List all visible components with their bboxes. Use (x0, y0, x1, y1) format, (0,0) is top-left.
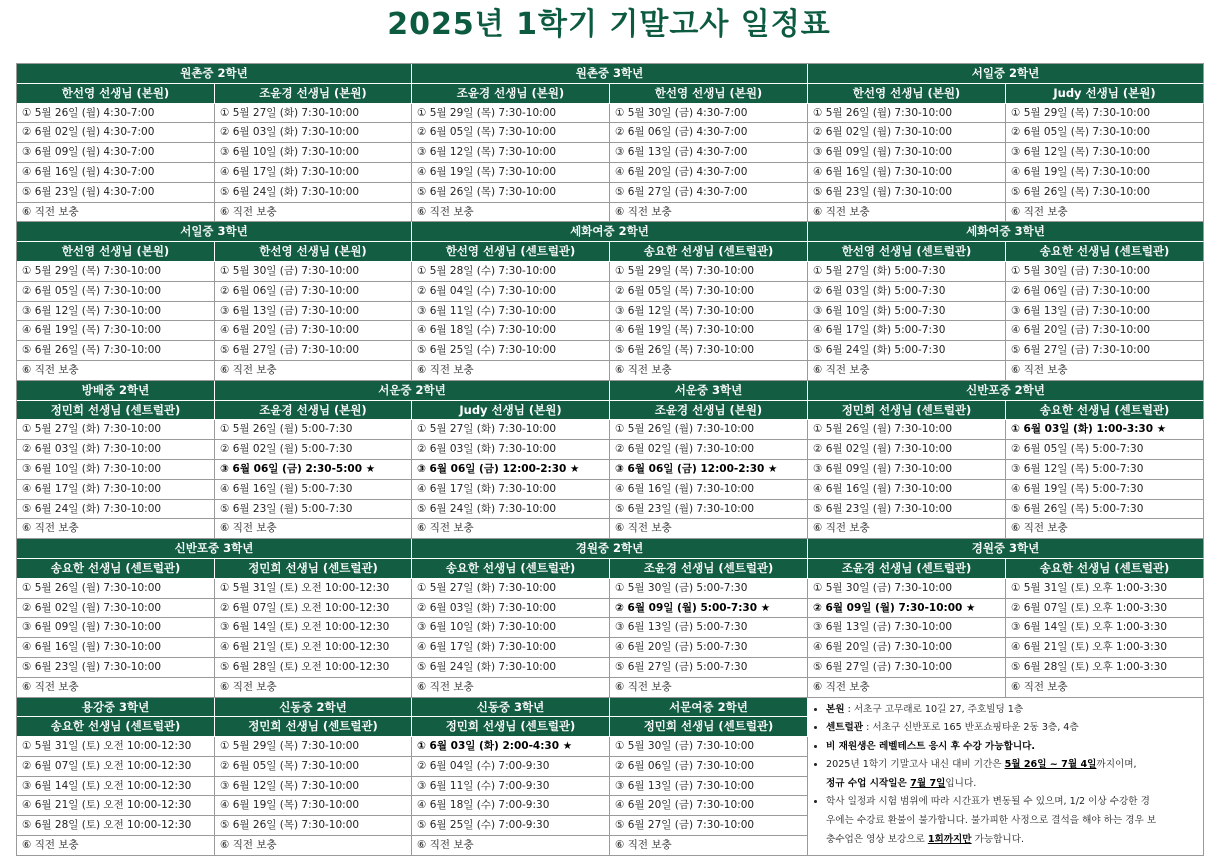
session-cell: ④ 6월 19일 (목) 7:30-10:00 (215, 796, 412, 816)
session-cell: ① 5월 27일 (화) 5:00-7:30 (808, 262, 1006, 282)
session-cell: ① 5월 30일 (금) 5:00-7:30 (610, 579, 808, 599)
session-cell: ④ 6월 17일 (화) 7:30-10:00 (215, 163, 412, 183)
session-cell: ⑤ 6월 27일 (금) 7:30-10:00 (610, 816, 808, 836)
makeup-session-cell: ⑥ 직전 보충 (808, 519, 1006, 539)
session-cell: ⑤ 6월 27일 (금) 7:30-10:00 (1006, 341, 1204, 361)
session-cell: ④ 6월 21일 (토) 오후 1:00-3:30 (1006, 638, 1204, 658)
school-grade-header: 서운중 3학년 (610, 381, 808, 401)
session-cell: ④ 6월 16일 (월) 7:30-10:00 (17, 638, 215, 658)
session-cell: ② 6월 05일 (목) 7:30-10:00 (17, 282, 215, 302)
session-cell: ④ 6월 19일 (목) 5:00-7:30 (1006, 480, 1204, 500)
session-cell: ② 6월 02일 (월) 7:30-10:00 (17, 599, 215, 619)
teacher-header: 정민희 선생님 (센트럴관) (215, 717, 412, 737)
session-cell: ③ 6월 14일 (토) 오전 10:00-12:30 (17, 777, 215, 797)
session-cell: ④ 6월 19일 (목) 7:30-10:00 (610, 321, 808, 341)
teacher-header: Judy 선생님 (본원) (412, 401, 610, 421)
session-cell: ④ 6월 20일 (금) 7:30-10:00 (215, 321, 412, 341)
session-cell: ③ 6월 12일 (목) 7:30-10:00 (610, 302, 808, 322)
session-cell: ① 5월 30일 (금) 7:30-10:00 (610, 737, 808, 757)
school-grade-header: 방배중 2학년 (17, 381, 215, 401)
teacher-header: 조윤경 선생님 (센트럴관) (808, 559, 1006, 579)
session-cell: ⑤ 6월 24일 (화) 7:30-10:00 (17, 500, 215, 520)
session-cell: ④ 6월 19일 (목) 7:30-10:00 (1006, 163, 1204, 183)
session-cell: ① 5월 29일 (목) 7:30-10:00 (412, 104, 610, 124)
school-grade-header: 세화여중 2학년 (412, 222, 808, 242)
session-cell: ④ 6월 16일 (월) 5:00-7:30 (215, 480, 412, 500)
makeup-session-cell: ⑥ 직전 보충 (412, 519, 610, 539)
makeup-session-cell: ⑥ 직전 보충 (412, 836, 610, 856)
session-cell: ⑤ 6월 26일 (목) 7:30-10:00 (215, 816, 412, 836)
session-cell: ② 6월 03일 (화) 7:30-10:00 (412, 440, 610, 460)
makeup-session-cell: ⑥ 직전 보충 (610, 361, 808, 381)
session-cell: ② 6월 05일 (목) 5:00-7:30 (1006, 440, 1204, 460)
session-cell: ⑤ 6월 23일 (월) 7:30-10:00 (808, 183, 1006, 203)
session-cell: ② 6월 03일 (화) 5:00-7:30 (808, 282, 1006, 302)
session-cell: ③ 6월 13일 (금) 7:30-10:00 (808, 618, 1006, 638)
makeup-session-cell: ⑥ 직전 보충 (215, 519, 412, 539)
session-cell: ② 6월 07일 (토) 오후 1:00-3:30 (1006, 599, 1204, 619)
teacher-header: 정민희 선생님 (센트럴관) (808, 401, 1006, 421)
teacher-header: 정민희 선생님 (센트럴관) (17, 401, 215, 421)
makeup-session-cell: ⑥ 직전 보충 (1006, 678, 1204, 698)
session-cell: ② 6월 07일 (토) 오전 10:00-12:30 (215, 599, 412, 619)
session-cell: ② 6월 06일 (금) 7:30-10:00 (215, 282, 412, 302)
note-main-branch: • 본원 : 서초구 고무래로 10길 27, 주호빌딩 1층 (826, 701, 1197, 720)
teacher-header: 조윤경 선생님 (본원) (610, 401, 808, 421)
teacher-header: 정민희 선생님 (센트럴관) (412, 717, 610, 737)
session-cell: ④ 6월 16일 (월) 7:30-10:00 (808, 163, 1006, 183)
session-cell: ① 5월 26일 (월) 7:30-10:00 (610, 420, 808, 440)
session-cell: ④ 6월 20일 (금) 7:30-10:00 (808, 638, 1006, 658)
session-cell: ② 6월 02일 (월) 7:30-10:00 (808, 440, 1006, 460)
session-cell: ② 6월 02일 (월) 7:30-10:00 (610, 440, 808, 460)
session-cell: ④ 6월 17일 (화) 5:00-7:30 (808, 321, 1006, 341)
makeup-session-cell: ⑥ 직전 보충 (17, 361, 215, 381)
teacher-header: 한선영 선생님 (본원) (215, 242, 412, 262)
teacher-header: 한선영 선생님 (본원) (610, 84, 808, 104)
session-cell: ① 5월 31일 (토) 오전 10:00-12:30 (17, 737, 215, 757)
session-cell: ② 6월 05일 (목) 7:30-10:00 (412, 123, 610, 143)
session-cell: ③ 6월 12일 (목) 7:30-10:00 (412, 143, 610, 163)
session-cell: ① 5월 26일 (월) 7:30-10:00 (808, 104, 1006, 124)
session-cell: ④ 6월 16일 (월) 7:30-10:00 (610, 480, 808, 500)
session-cell: ⑤ 6월 27일 (금) 7:30-10:00 (215, 341, 412, 361)
session-cell: ② 6월 03일 (화) 7:30-10:00 (17, 440, 215, 460)
teacher-header: 송요한 선생님 (센트럴관) (1006, 242, 1204, 262)
session-cell: ⑤ 6월 26일 (목) 7:30-10:00 (17, 341, 215, 361)
session-cell: ① 5월 30일 (금) 7:30-10:00 (1006, 262, 1204, 282)
teacher-header: 송요한 선생님 (센트럴관) (610, 242, 808, 262)
session-cell: ① 6월 03일 (화) 2:00-4:30 ★ (412, 737, 610, 757)
school-grade-header: 세화여중 3학년 (808, 222, 1204, 242)
school-grade-header: 서일중 2학년 (808, 64, 1204, 84)
school-grade-header: 서문여중 2학년 (610, 698, 808, 718)
session-cell: ④ 6월 21일 (토) 오전 10:00-12:30 (215, 638, 412, 658)
session-cell: ② 6월 05일 (목) 7:30-10:00 (610, 282, 808, 302)
schedule-band (17, 539, 1204, 697)
schedule-band (17, 64, 1204, 222)
session-cell: ② 6월 03일 (화) 7:30-10:00 (412, 599, 610, 619)
session-cell: ⑤ 6월 28일 (토) 오전 10:00-12:30 (17, 816, 215, 836)
session-cell: ① 6월 03일 (화) 1:00-3:30 ★ (1006, 420, 1204, 440)
session-cell: ③ 6월 13일 (금) 7:30-10:00 (215, 302, 412, 322)
session-cell: ⑤ 6월 28일 (토) 오전 10:00-12:30 (215, 658, 412, 678)
teacher-header: 송요한 선생님 (센트럴관) (1006, 401, 1204, 421)
makeup-session-cell: ⑥ 직전 보충 (412, 203, 610, 223)
session-cell: ③ 6월 14일 (토) 오후 1:00-3:30 (1006, 618, 1204, 638)
makeup-session-cell: ⑥ 직전 보충 (412, 361, 610, 381)
session-cell: ① 5월 31일 (토) 오전 10:00-12:30 (215, 579, 412, 599)
session-cell: ② 6월 09일 (월) 7:30-10:00 ★ (808, 599, 1006, 619)
session-cell: ④ 6월 20일 (금) 7:30-10:00 (610, 796, 808, 816)
session-cell: ③ 6월 12일 (목) 7:30-10:00 (1006, 143, 1204, 163)
teacher-header: 한선영 선생님 (본원) (808, 84, 1006, 104)
session-cell: ③ 6월 12일 (목) 5:00-7:30 (1006, 460, 1204, 480)
makeup-session-cell: ⑥ 직전 보충 (610, 836, 808, 856)
session-cell: ② 6월 04일 (수) 7:30-10:00 (412, 282, 610, 302)
session-cell: ③ 6월 06일 (금) 2:30-5:00 ★ (215, 460, 412, 480)
session-cell: ⑤ 6월 24일 (화) 7:30-10:00 (215, 183, 412, 203)
school-grade-header: 서일중 3학년 (17, 222, 412, 242)
makeup-session-cell: ⑥ 직전 보충 (808, 361, 1006, 381)
session-cell: ③ 6월 10일 (화) 7:30-10:00 (412, 618, 610, 638)
teacher-header: 조윤경 선생님 (본원) (412, 84, 610, 104)
session-cell: ⑤ 6월 26일 (목) 7:30-10:00 (412, 183, 610, 203)
session-cell: ③ 6월 10일 (화) 5:00-7:30 (808, 302, 1006, 322)
note-period: • 2025년 1학기 기말고사 내신 대비 기간은 5월 26일 ~ 7월 4일까지이며, (826, 756, 1197, 775)
makeup-session-cell: ⑥ 직전 보충 (1006, 361, 1204, 381)
school-grade-header: 원촌중 2학년 (17, 64, 412, 84)
session-cell: ④ 6월 17일 (화) 7:30-10:00 (412, 638, 610, 658)
session-cell: ④ 6월 20일 (금) 4:30-7:00 (610, 163, 808, 183)
session-cell: ⑤ 6월 23일 (월) 7:30-10:00 (610, 500, 808, 520)
session-cell: ⑤ 6월 26일 (목) 7:30-10:00 (1006, 183, 1204, 203)
page-title: 2025년 1학기 기말고사 일정표 (387, 7, 831, 42)
session-cell: ① 5월 29일 (목) 7:30-10:00 (215, 737, 412, 757)
session-cell: ⑤ 6월 25일 (수) 7:30-10:00 (412, 341, 610, 361)
note-makeup: 충수업은 영상 보강으로 1회까지만 가능합니다. (826, 833, 1025, 845)
school-grade-header: 신반포중 3학년 (17, 539, 412, 559)
school-grade-header: 원촌중 3학년 (412, 64, 808, 84)
notes-panel (808, 698, 1204, 856)
schedule-band (17, 698, 1204, 856)
session-cell: ③ 6월 13일 (금) 7:30-10:00 (1006, 302, 1204, 322)
makeup-session-cell: ⑥ 직전 보충 (17, 519, 215, 539)
session-cell: ① 5월 27일 (화) 7:30-10:00 (215, 104, 412, 124)
session-cell: ⑤ 6월 27일 (금) 4:30-7:00 (610, 183, 808, 203)
note-central-branch: • 센트럴관 : 서초구 신반포로 165 반포쇼핑타운 2동 3층, 4층 (826, 719, 1197, 738)
session-cell: ③ 6월 13일 (금) 4:30-7:00 (610, 143, 808, 163)
session-cell: ③ 6월 10일 (화) 7:30-10:00 (215, 143, 412, 163)
session-cell: ① 5월 27일 (화) 7:30-10:00 (17, 420, 215, 440)
session-cell: ⑤ 6월 26일 (목) 7:30-10:00 (610, 341, 808, 361)
session-cell: ③ 6월 06일 (금) 12:00-2:30 ★ (610, 460, 808, 480)
session-cell: ② 6월 02일 (월) 7:30-10:00 (808, 123, 1006, 143)
note-nonmember: • 비 재원생은 레벨테스트 응시 후 수강 가능합니다. (826, 738, 1197, 757)
makeup-session-cell: ⑥ 직전 보충 (17, 836, 215, 856)
teacher-header: 조윤경 선생님 (본원) (215, 401, 412, 421)
session-cell: ① 5월 30일 (금) 4:30-7:00 (610, 104, 808, 124)
session-cell: ⑤ 6월 23일 (월) 7:30-10:00 (17, 658, 215, 678)
makeup-session-cell: ⑥ 직전 보충 (610, 203, 808, 223)
session-cell: ③ 6월 13일 (금) 5:00-7:30 (610, 618, 808, 638)
teacher-header: 송요한 선생님 (센트럴관) (412, 559, 610, 579)
school-grade-header: 신동중 2학년 (215, 698, 412, 718)
session-cell: ② 6월 05일 (목) 7:30-10:00 (1006, 123, 1204, 143)
session-cell: ① 5월 31일 (토) 오후 1:00-3:30 (1006, 579, 1204, 599)
session-cell: ② 6월 06일 (금) 7:30-10:00 (610, 757, 808, 777)
session-cell: ① 5월 27일 (화) 7:30-10:00 (412, 420, 610, 440)
session-cell: ④ 6월 18일 (수) 7:30-10:00 (412, 321, 610, 341)
session-cell: ③ 6월 14일 (토) 오전 10:00-12:30 (215, 618, 412, 638)
session-cell: ④ 6월 19일 (목) 7:30-10:00 (17, 321, 215, 341)
session-cell: ③ 6월 12일 (목) 7:30-10:00 (215, 777, 412, 797)
teacher-header: Judy 선생님 (본원) (1006, 84, 1204, 104)
session-cell: ④ 6월 18일 (수) 7:00-9:30 (412, 796, 610, 816)
session-cell: ④ 6월 16일 (월) 7:30-10:00 (808, 480, 1006, 500)
makeup-session-cell: ⑥ 직전 보충 (610, 519, 808, 539)
makeup-session-cell: ⑥ 직전 보충 (215, 836, 412, 856)
teacher-header: 정민희 선생님 (센트럴관) (610, 717, 808, 737)
session-cell: ③ 6월 10일 (화) 7:30-10:00 (17, 460, 215, 480)
teacher-header: 송요한 선생님 (센트럴관) (17, 559, 215, 579)
session-cell: ③ 6월 11일 (수) 7:30-10:00 (412, 302, 610, 322)
session-cell: ① 5월 29일 (목) 7:30-10:00 (17, 262, 215, 282)
teacher-header: 한선영 선생님 (센트럴관) (412, 242, 610, 262)
school-grade-header: 경원중 3학년 (808, 539, 1204, 559)
makeup-session-cell: ⑥ 직전 보충 (17, 203, 215, 223)
session-cell: ④ 6월 21일 (토) 오전 10:00-12:30 (17, 796, 215, 816)
teacher-header: 한선영 선생님 (본원) (17, 242, 215, 262)
school-grade-header: 용강중 3학년 (17, 698, 215, 718)
session-cell: ④ 6월 19일 (목) 7:30-10:00 (412, 163, 610, 183)
session-cell: ⑤ 6월 27일 (금) 5:00-7:30 (610, 658, 808, 678)
teacher-header: 조윤경 선생님 (센트럴관) (610, 559, 808, 579)
session-cell: ③ 6월 06일 (금) 12:00-2:30 ★ (412, 460, 610, 480)
session-cell: ② 6월 05일 (목) 7:30-10:00 (215, 757, 412, 777)
session-cell: ④ 6월 17일 (화) 7:30-10:00 (17, 480, 215, 500)
makeup-session-cell: ⑥ 직전 보충 (1006, 203, 1204, 223)
session-cell: ② 6월 06일 (금) 7:30-10:00 (1006, 282, 1204, 302)
session-cell: ① 5월 26일 (월) 7:30-10:00 (808, 420, 1006, 440)
session-cell: ① 5월 30일 (금) 7:30-10:00 (215, 262, 412, 282)
session-cell: ④ 6월 20일 (금) 5:00-7:30 (610, 638, 808, 658)
session-cell: ⑤ 6월 25일 (수) 7:00-9:30 (412, 816, 610, 836)
session-cell: ① 5월 29일 (목) 7:30-10:00 (1006, 104, 1204, 124)
school-grade-header: 경원중 2학년 (412, 539, 808, 559)
session-cell: ② 6월 03일 (화) 7:30-10:00 (215, 123, 412, 143)
session-cell: ③ 6월 11일 (수) 7:00-9:30 (412, 777, 610, 797)
session-cell: ② 6월 02일 (월) 4:30-7:00 (17, 123, 215, 143)
session-cell: ① 5월 26일 (월) 4:30-7:00 (17, 104, 215, 124)
session-cell: ① 5월 27일 (화) 7:30-10:00 (412, 579, 610, 599)
session-cell: ① 5월 28일 (수) 7:30-10:00 (412, 262, 610, 282)
makeup-session-cell: ⑥ 직전 보충 (17, 678, 215, 698)
teacher-header: 송요한 선생님 (센트럴관) (1006, 559, 1204, 579)
schedule-band (17, 222, 1204, 380)
school-grade-header: 신반포중 2학년 (808, 381, 1204, 401)
session-cell: ④ 6월 16일 (월) 4:30-7:00 (17, 163, 215, 183)
session-cell: ② 6월 07일 (토) 오전 10:00-12:30 (17, 757, 215, 777)
session-cell: ① 5월 29일 (목) 7:30-10:00 (610, 262, 808, 282)
session-cell: ③ 6월 09일 (월) 7:30-10:00 (808, 143, 1006, 163)
session-cell: ② 6월 04일 (수) 7:00-9:30 (412, 757, 610, 777)
session-cell: ② 6월 06일 (금) 4:30-7:00 (610, 123, 808, 143)
schedule-table (16, 63, 1204, 856)
session-cell: ① 5월 26일 (월) 5:00-7:30 (215, 420, 412, 440)
schedule-band (17, 381, 1204, 539)
session-cell: ⑤ 6월 24일 (화) 7:30-10:00 (412, 658, 610, 678)
session-cell: ⑤ 6월 23일 (월) 7:30-10:00 (808, 500, 1006, 520)
note-regular-start: 정규 수업 시작일은 7월 7일입니다. (826, 777, 977, 789)
session-cell: ⑤ 6월 24일 (화) 7:30-10:00 (412, 500, 610, 520)
makeup-session-cell: ⑥ 직전 보충 (610, 678, 808, 698)
session-cell: ④ 6월 20일 (금) 7:30-10:00 (1006, 321, 1204, 341)
session-cell: ③ 6월 09일 (월) 7:30-10:00 (808, 460, 1006, 480)
teacher-header: 조윤경 선생님 (본원) (215, 84, 412, 104)
makeup-session-cell: ⑥ 직전 보충 (215, 203, 412, 223)
session-cell: ② 6월 09일 (월) 5:00-7:30 ★ (610, 599, 808, 619)
session-cell: ⑤ 6월 28일 (토) 오후 1:00-3:30 (1006, 658, 1204, 678)
session-cell: ③ 6월 12일 (목) 7:30-10:00 (17, 302, 215, 322)
makeup-session-cell: ⑥ 직전 보충 (215, 361, 412, 381)
makeup-session-cell: ⑥ 직전 보충 (215, 678, 412, 698)
session-cell: ⑤ 6월 23일 (월) 4:30-7:00 (17, 183, 215, 203)
session-cell: ⑤ 6월 27일 (금) 7:30-10:00 (808, 658, 1006, 678)
teacher-header: 정민희 선생님 (센트럴관) (215, 559, 412, 579)
makeup-session-cell: ⑥ 직전 보충 (808, 203, 1006, 223)
session-cell: ③ 6월 09일 (월) 7:30-10:00 (17, 618, 215, 638)
note-refund: • 학사 일정과 시험 범위에 따라 시간표가 변동될 수 있으며, 1/2 이상 수강한 경 (826, 793, 1197, 812)
session-cell: ① 5월 26일 (월) 7:30-10:00 (17, 579, 215, 599)
session-cell: ① 5월 30일 (금) 7:30-10:00 (808, 579, 1006, 599)
makeup-session-cell: ⑥ 직전 보충 (1006, 519, 1204, 539)
makeup-session-cell: ⑥ 직전 보충 (412, 678, 610, 698)
note-refund-cont: 우에는 수강료 환불이 불가합니다. 불가피한 사정으로 결석을 해야 하는 경우 보 (826, 815, 1157, 827)
session-cell: ③ 6월 13일 (금) 7:30-10:00 (610, 777, 808, 797)
session-cell: ④ 6월 17일 (화) 7:30-10:00 (412, 480, 610, 500)
school-grade-header: 서운중 2학년 (215, 381, 610, 401)
session-cell: ⑤ 6월 26일 (목) 5:00-7:30 (1006, 500, 1204, 520)
school-grade-header: 신동중 3학년 (412, 698, 610, 718)
session-cell: ③ 6월 09일 (월) 4:30-7:00 (17, 143, 215, 163)
teacher-header: 한선영 선생님 (본원) (17, 84, 215, 104)
teacher-header: 한선영 선생님 (센트럴관) (808, 242, 1006, 262)
session-cell: ② 6월 02일 (월) 5:00-7:30 (215, 440, 412, 460)
makeup-session-cell: ⑥ 직전 보충 (808, 678, 1006, 698)
session-cell: ⑤ 6월 24일 (화) 5:00-7:30 (808, 341, 1006, 361)
teacher-header: 송요한 선생님 (센트럴관) (17, 717, 215, 737)
session-cell: ⑤ 6월 23일 (월) 5:00-7:30 (215, 500, 412, 520)
